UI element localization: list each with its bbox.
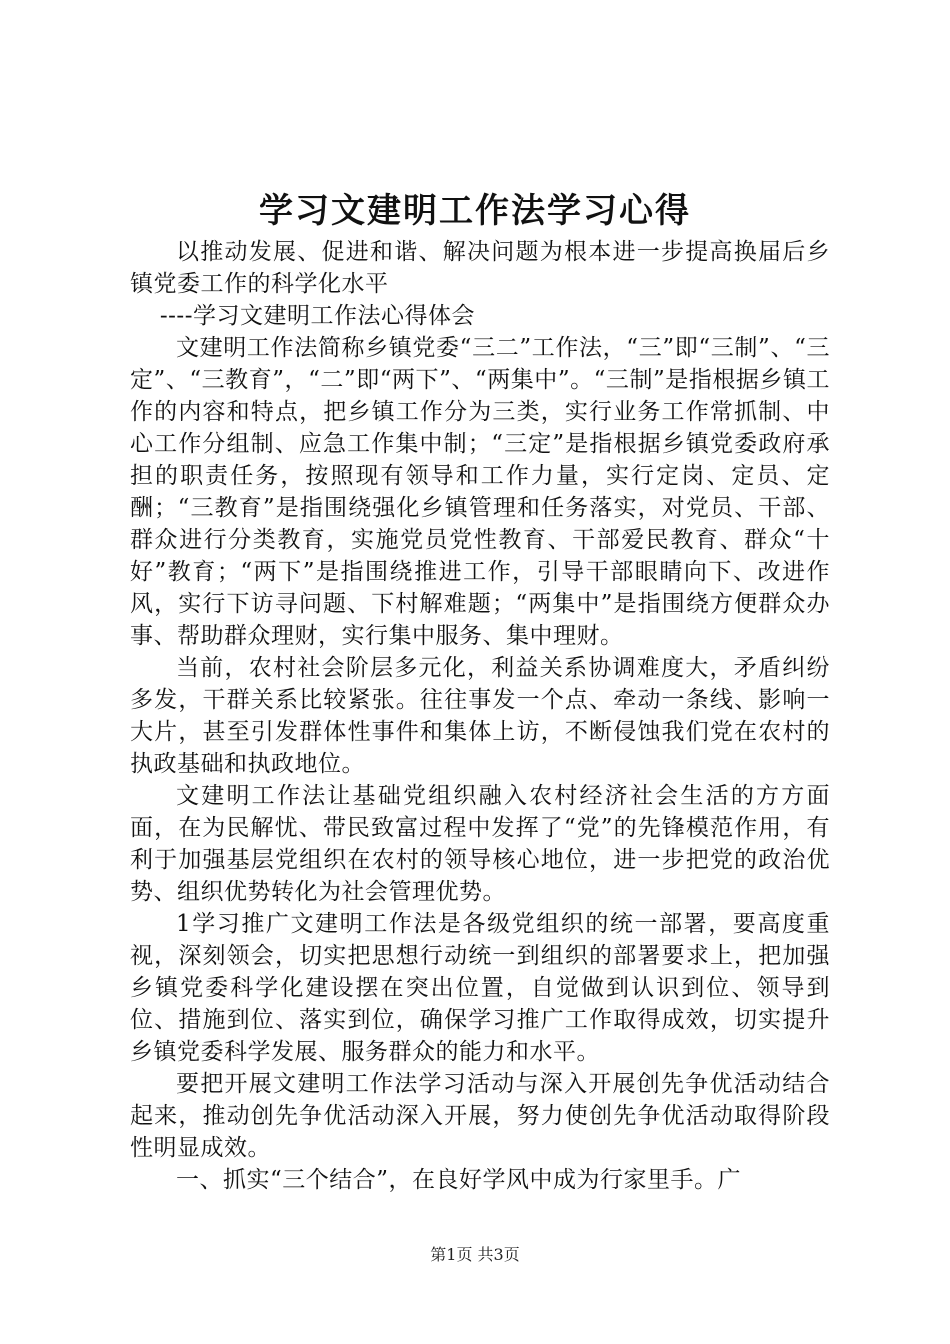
document-title: 学习文建明工作法学习心得 [259,191,691,231]
paragraph-subtitle: 以推动发展、促进和谐、解决问题为根本进一步提高换届后乡镇党委工作的科学化水平 [130,239,830,297]
paragraph: 要把开展文建明工作法学习活动与深入开展创先争优活动结合起来，推动创先争优活动深入开展，努力使创先争优活动取得阶段性明显成效。 [130,1071,830,1161]
document-body [130,236,830,1196]
paragraph: 1学习推广文建明工作法是各级党组织的统一部署，要高度重视，深刻领会，切实把思想行动统一到组织的部署要求上，把加强乡镇党委科学化建设摆在突出位置，自觉做到认识到位、领导到位、措施到位、落实到位，确保学习推广工作取得成效，切实提升乡镇党委科学发展、服务群众的能力和水平。 [130,911,830,1065]
paragraph: 当前，农村社会阶层多元化，利益关系协调难度大，矛盾纠纷多发，干群关系比较紧张。往往事发一个点、牵动一条线、影响一大片，甚至引发群体性事件和集体上访，不断侵蚀我们党在农村的执政基础和执政地位。 [130,655,830,777]
paragraph: 一、抓实“三个结合”，在良好学风中成为行家里手。广 [176,1167,742,1193]
page-number-footer: 第1页 共3页 [430,1245,520,1264]
paragraph: 文建明工作法让基础党组织融入农村经济社会生活的方方面面，在为民解忧、带民致富过程中发挥了“党”的先锋模范作用，有利于加强基层党组织在农村的领导核心地位，进一步把党的政治优势、组织优势转化为社会管理优势。 [130,783,830,905]
paragraph: 文建明工作法简称乡镇党委“三二”工作法，“三”即“三制”、“三定”、“三教育”，“二”即“两下”、“两集中”。“三制”是指根据乡镇工作的内容和特点，把乡镇工作分为三类，实行业务工作常抓制、中心工作分组制、应急工作集中制；“三定”是指根据乡镇党委政府承担的职责任务，按照现有领导和工作力量，实行定岗、定员、定酬；“三教育”是指围绕强化乡镇管理和任务落实，对党员、干部、群众进行分类教育，实施党员党性教育、干部爱民教育、群众“十好”教育；“两下”是指围绕推进工作，引导干部眼睛向下、改进作风，实行下访寻问题、下村解难题；“两集中”是指围绕方便群众办事、帮助群众理财，实行集中服务、集中理财。 [130,335,830,649]
paragraph-subtitle-note: ----学习文建明工作法心得体会 [159,303,475,329]
